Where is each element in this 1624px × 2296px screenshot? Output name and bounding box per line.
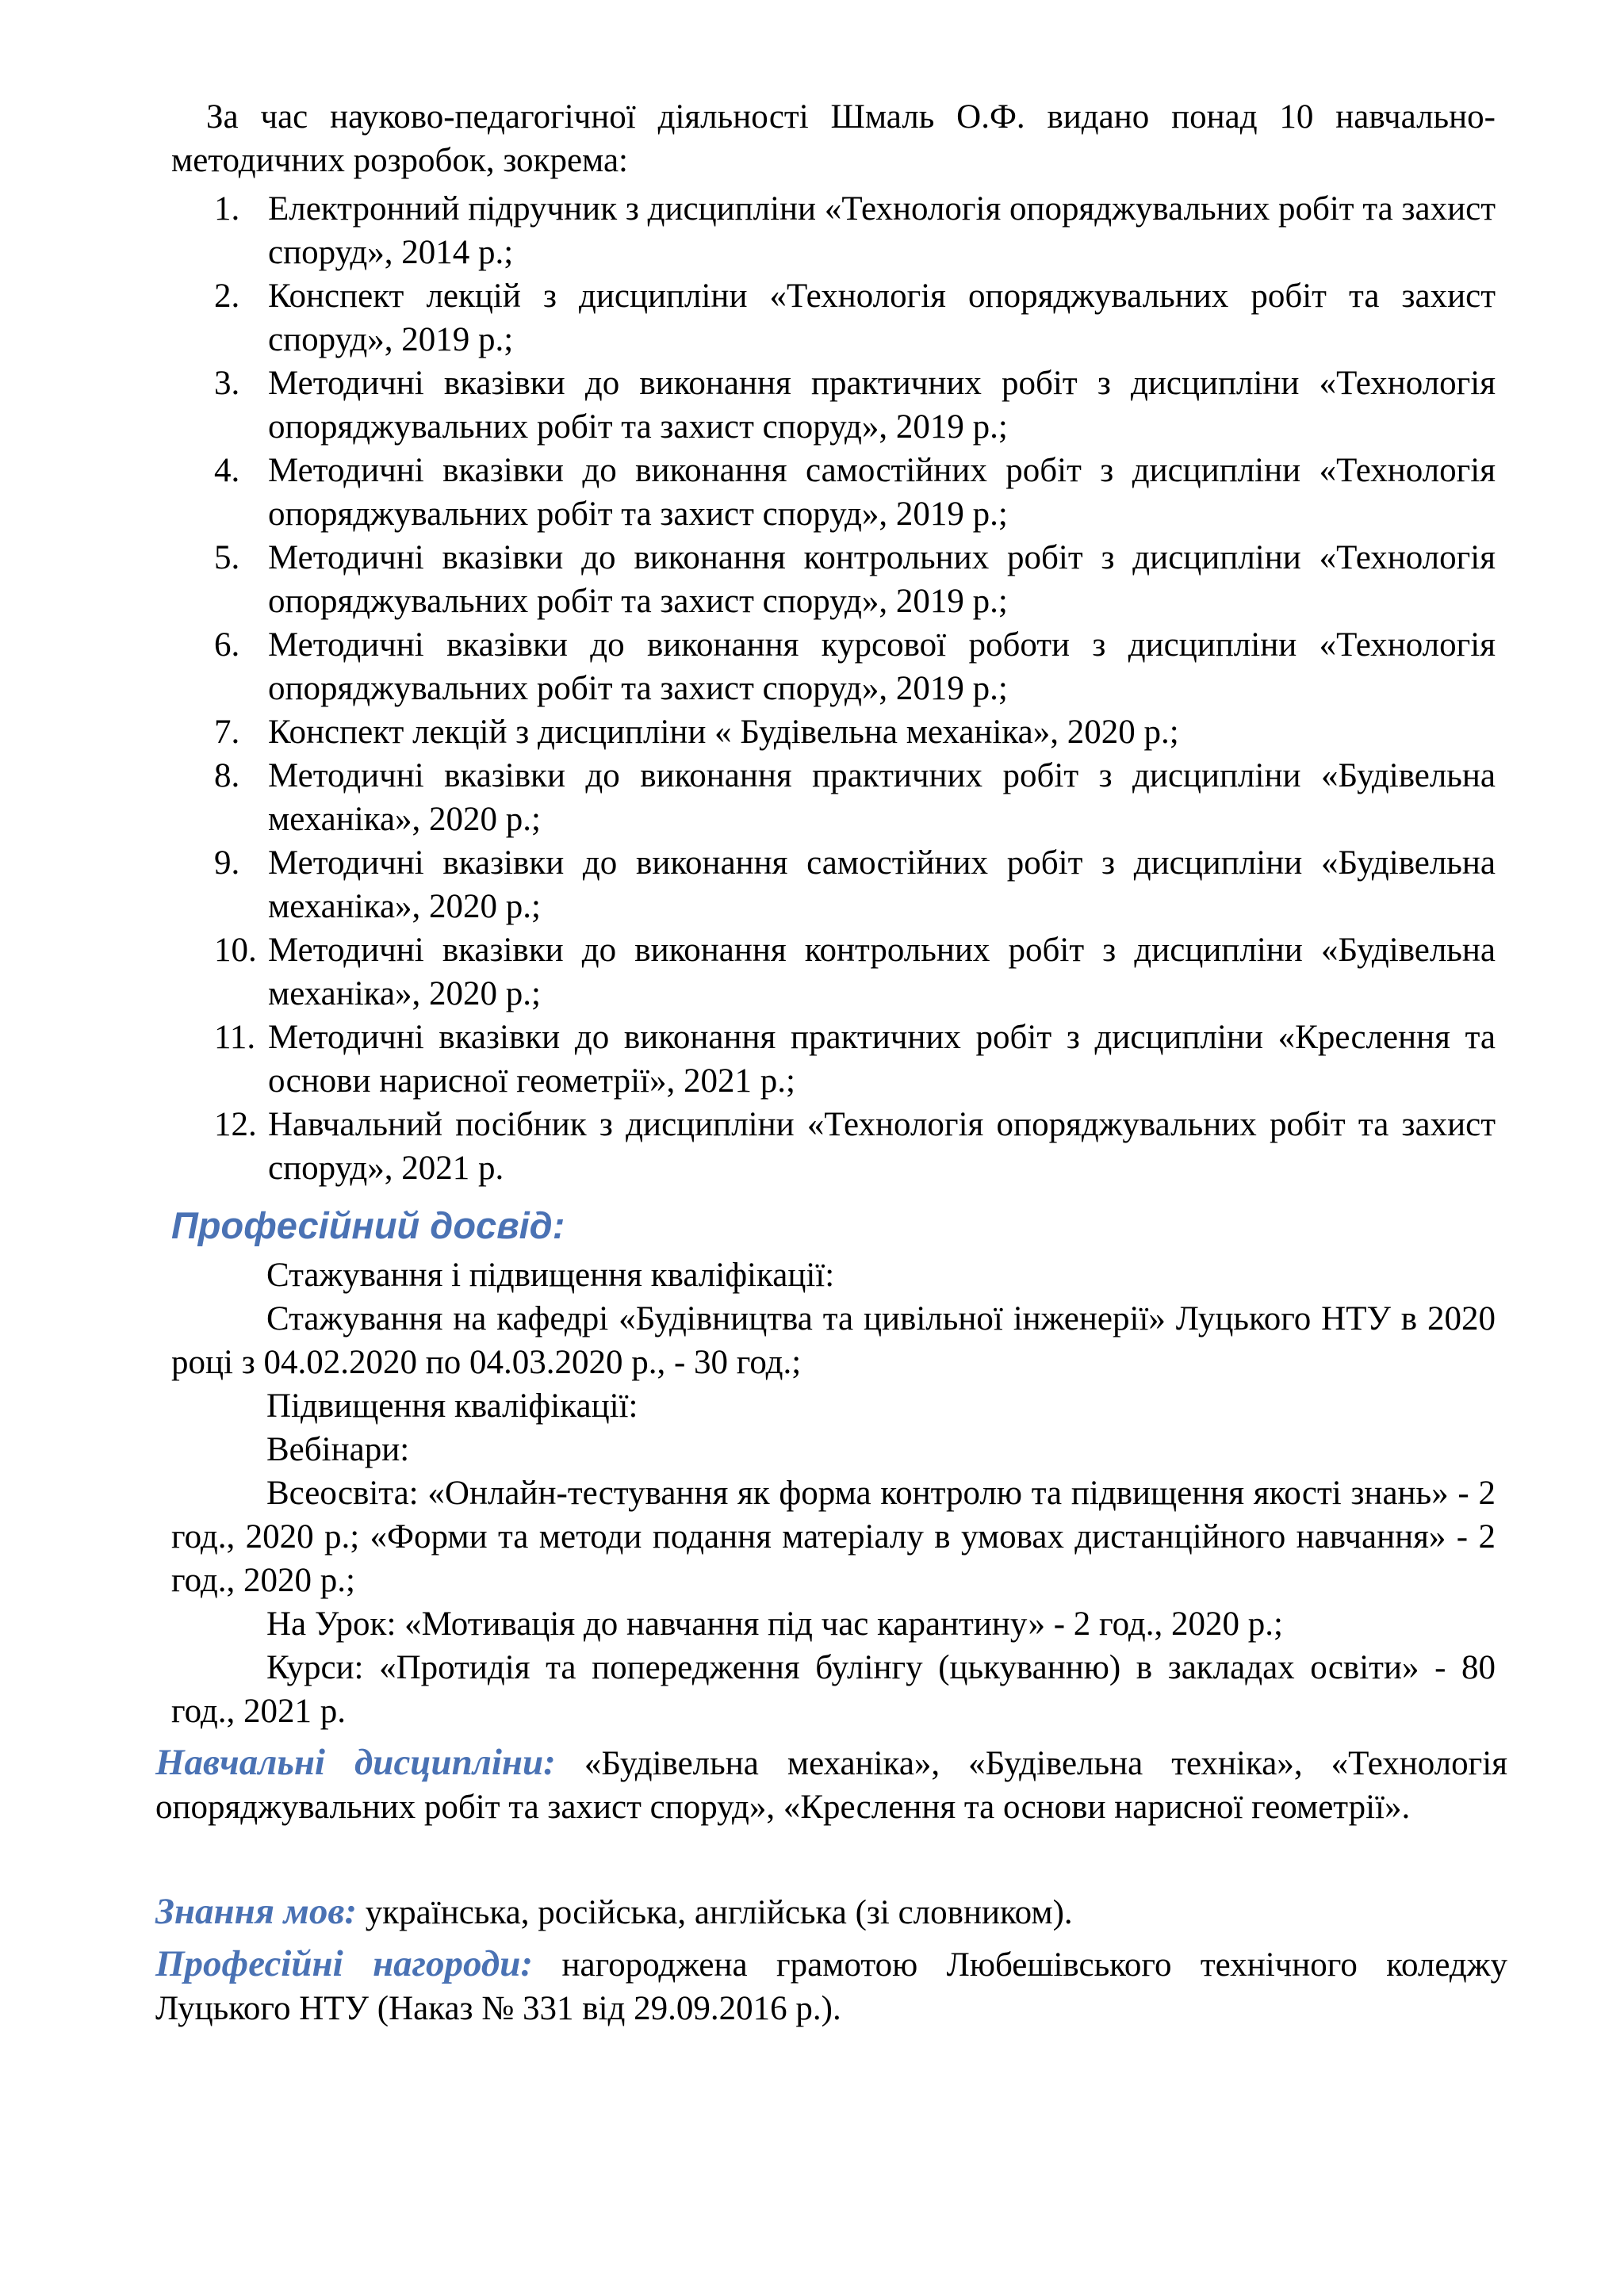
list-number: 8. — [214, 757, 240, 794]
list-item-text: Методичні вказівки до виконання курсової роботи з дисципліни «Технологія опоряджувальних робіт та захист споруд», 2019 р.; — [268, 626, 1496, 707]
list-number: 1. — [214, 190, 240, 228]
list-number: 10. — [214, 932, 257, 969]
list-item — [214, 754, 1496, 841]
list-item — [214, 536, 1496, 623]
list-item — [214, 928, 1496, 1016]
list-number: 12. — [214, 1106, 257, 1143]
awards-section — [155, 1942, 1507, 2030]
list-item — [214, 841, 1496, 928]
experience-paragraph: Стажування і підвищення кваліфікації: — [266, 1257, 835, 1294]
list-item-text: Навчальний посібник з дисципліни «Технологія опоряджувальних робіт та захист споруд», 2021 р. — [268, 1106, 1496, 1187]
list-item — [214, 449, 1496, 536]
list-item-text: Методичні вказівки до виконання самостійних робіт з дисципліни «Технологія опоряджувальних робіт та захист споруд», 2019 р.; — [268, 452, 1496, 533]
experience-paragraph: Курси: «Протидія та попередження булінгу (цькуванню) в закладах освіти» - 80 год., 2021 р. — [171, 1649, 1496, 1730]
list-item-text: Методичні вказівки до виконання практичних робіт з дисципліни «Будівельна механіка», 2020 р.; — [268, 757, 1496, 838]
languages-text: українська, російська, англійська (зі словником). — [365, 1894, 1073, 1931]
experience-paragraph: Всеосвіта: «Онлайн-тестування як форма контролю та підвищення якості знань» - 2 год., 2020 р.; «Форми та методи подання матеріалу в умовах дистанційного навчання» - 2 год., 2020 р.; — [171, 1475, 1496, 1599]
intro-paragraph — [171, 95, 1496, 182]
experience-paragraph: Підвищення кваліфікації: — [266, 1387, 638, 1425]
awards-label: Професійні нагороди: — [155, 1943, 534, 1984]
list-number: 4. — [214, 452, 240, 489]
list-item-text: Електронний підручник з дисципліни «Технологія опоряджувальних робіт та захист споруд», 2014 р.; — [268, 190, 1496, 271]
list-item-text: Конспект лекцій з дисципліни «Технологія опоряджувальних робіт та захист споруд», 2019 р.; — [268, 277, 1496, 358]
disciplines-text: «Будівельна механіка», «Будівельна техніка», «Технологія опоряджувальних робіт та захист споруд», «Креслення та основи нарисної геометрії». — [155, 1745, 1507, 1826]
professional-experience-heading: Професійний досвід: — [171, 1204, 565, 1246]
list-item — [214, 1103, 1496, 1190]
experience-paragraph: Стажування на кафедрі «Будівництва та цивільної інженерії» Луцького НТУ в 2020 році з 04.02.2020 по 04.03.2020 р., - 30 год.; — [171, 1300, 1496, 1381]
list-number: 7. — [214, 714, 240, 751]
intro-text: За час науково-педагогічної діяльності Шмаль О.Ф. видано понад 10 навчально-методичних розробок, зокрема: — [171, 98, 1496, 179]
list-item — [214, 710, 1496, 754]
list-number: 6. — [214, 626, 240, 664]
list-item — [214, 362, 1496, 449]
list-item-text: Методичні вказівки до виконання практичних робіт з дисципліни «Технологія опоряджувальних робіт та захист споруд», 2019 р.; — [268, 365, 1496, 446]
professional-experience-section — [171, 1253, 1496, 1733]
list-number: 9. — [214, 844, 240, 882]
list-item-text: Методичні вказівки до виконання контрольних робіт з дисципліни «Будівельна механіка», 2020 р.; — [268, 932, 1496, 1012]
list-item-text: Конспект лекцій з дисципліни « Будівельна механіка», 2020 р.; — [268, 714, 1179, 751]
list-number: 2. — [214, 277, 240, 315]
list-item-text: Методичні вказівки до виконання самостійних робіт з дисципліни «Будівельна механіка», 2020 р.; — [268, 844, 1496, 925]
disciplines-label: Навчальні дисципліни: — [155, 1742, 556, 1783]
languages-section — [155, 1890, 1507, 1934]
list-number: 11. — [214, 1019, 256, 1056]
experience-paragraph: На Урок: «Мотивація до навчання під час карантину» - 2 год., 2020 р.; — [266, 1605, 1283, 1643]
list-item — [214, 623, 1496, 710]
list-item — [214, 274, 1496, 362]
list-item — [214, 1016, 1496, 1103]
list-number: 3. — [214, 365, 240, 402]
list-item — [214, 187, 1496, 274]
awards-text: нагороджена грамотою Любешівського технічного коледжу Луцького НТУ (Наказ № 331 від 29.09.2016 р.). — [155, 1946, 1507, 2027]
experience-paragraph: Вебінари: — [266, 1431, 410, 1468]
list-item-text: Методичні вказівки до виконання контрольних робіт з дисципліни «Технологія опоряджувальних робіт та захист споруд», 2019 р.; — [268, 539, 1496, 620]
disciplines-section — [155, 1741, 1507, 1829]
publications-list — [214, 187, 1496, 1190]
languages-label: Знання мов: — [155, 1891, 358, 1932]
list-item-text: Методичні вказівки до виконання практичних робіт з дисципліни «Креслення та основи нарисної геометрії», 2021 р.; — [268, 1019, 1496, 1100]
list-number: 5. — [214, 539, 240, 576]
